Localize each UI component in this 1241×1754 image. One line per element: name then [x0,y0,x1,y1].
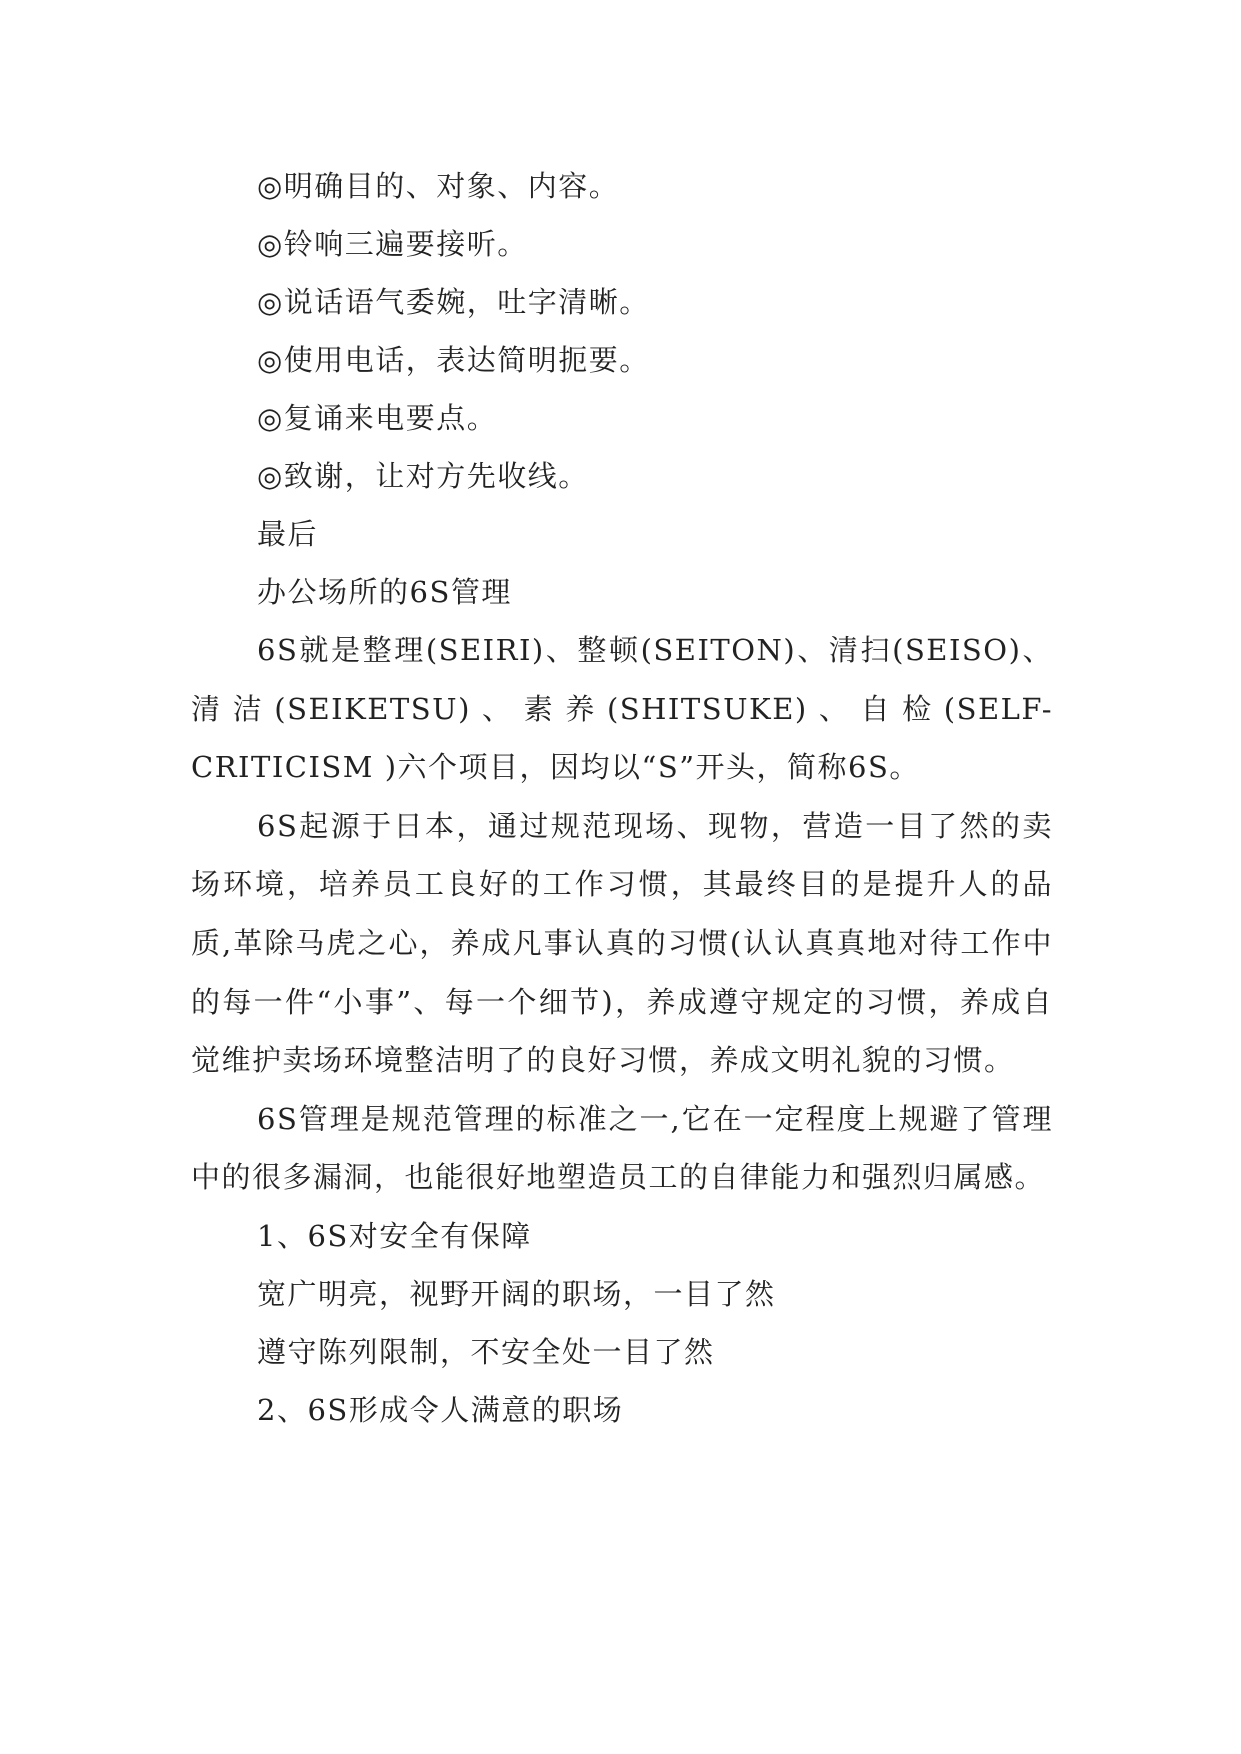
bullet-line: ◎铃响三遍要接听。 [257,227,528,261]
paragraph-6s-standard: 6S管理是规范管理的标准之一,它在一定程度上规避了管理中的很多漏洞，也能很好地塑造员工的自律能力和强烈归属感。 [191,1101,1053,1195]
document-body [191,157,1053,1439]
bullet-line: ◎明确目的、对象、内容。 [257,169,620,203]
paragraph-6s-origin: 6S起源于日本，通过规范现场、现物，营造一目了然的卖场环境，培养员工良好的工作习惯，其最终目的是提升人的品质,革除马虎之心，养成凡事认真的习惯(认认真真地对待工作中的每一件“小事”、每一个细节)，养成遵守规定的习惯，养成自觉维护卖场环境整洁明了的良好习惯，养成文明礼貌的习惯。 [191,808,1053,1078]
bullet-line: ◎复诵来电要点。 [257,401,498,435]
section-heading: 办公场所的6S管理 [257,575,512,609]
text-line: 宽广明亮，视野开阔的职场，一目了然 [257,1276,776,1311]
paragraph-6s-definition: 6S就是整理(SEIRI)、整顿(SEITON)、清扫(SEISO)、清洁(SEIKETSU)、素养(SHITSUKE)、自检(SELF-CRITICISM )六个项目，因均以“S”开头，简称6S。 [191,633,1053,785]
bullet-line: ◎致谢，让对方先收线。 [257,459,589,493]
numbered-heading: 1、6S对安全有保障 [257,1218,532,1253]
numbered-heading: 2、6S形成令人满意的职场 [257,1392,624,1427]
bullet-line: ◎说话语气委婉，吐字清晰。 [257,285,650,319]
text-line: 遵守陈列限制，不安全处一目了然 [257,1334,715,1369]
section-label: 最后 [257,517,319,551]
bullet-line: ◎使用电话，表达简明扼要。 [257,343,650,377]
